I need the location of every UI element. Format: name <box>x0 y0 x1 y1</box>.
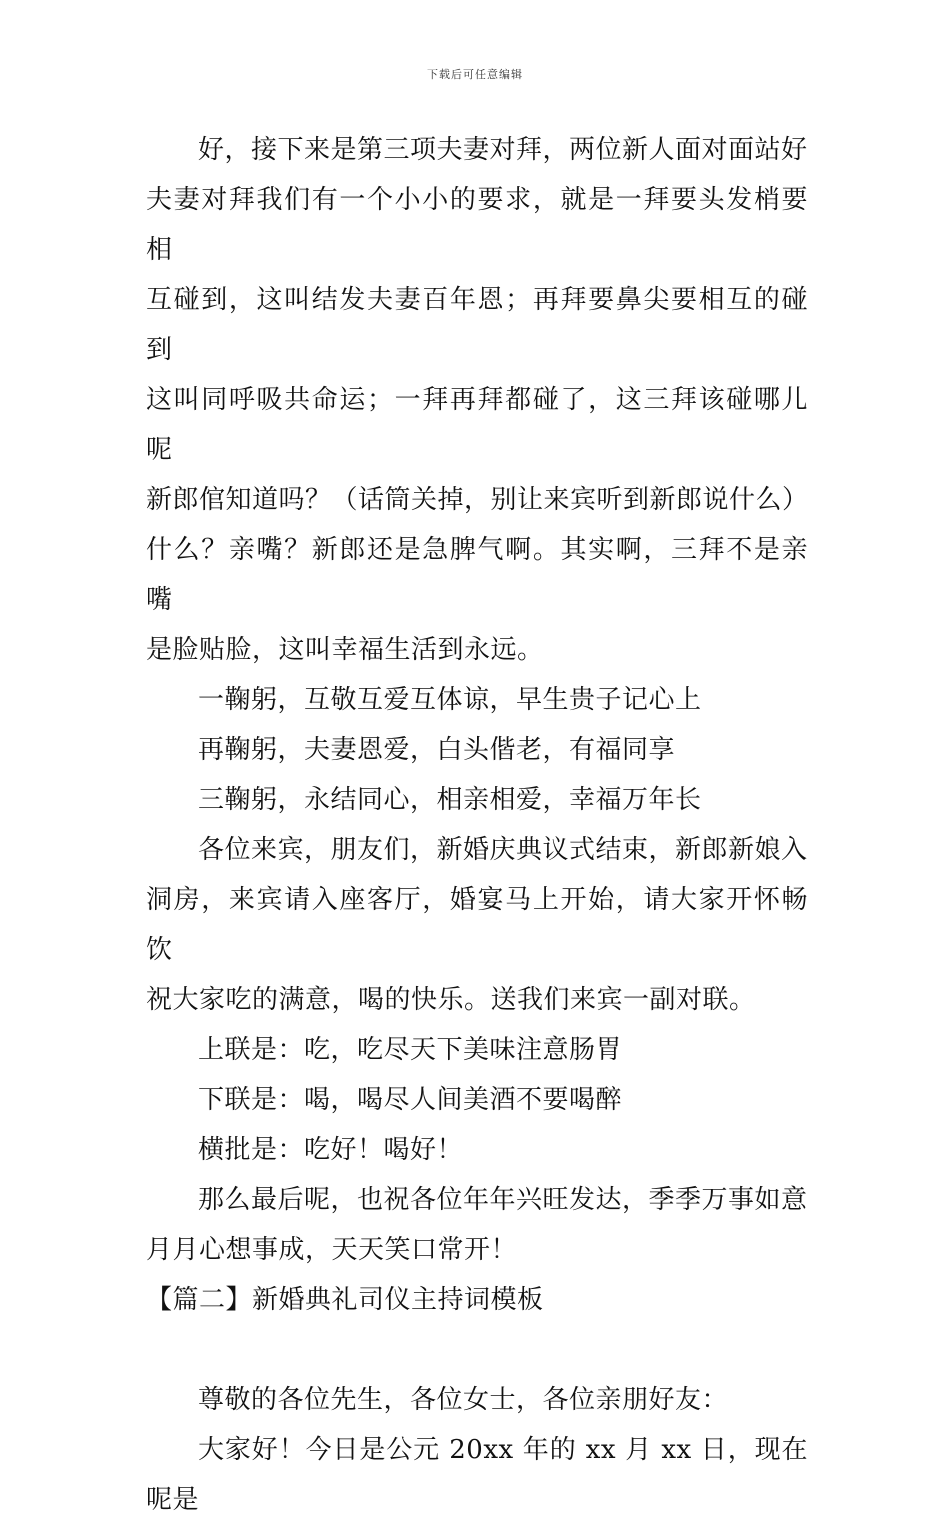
paragraph-line: 洞房，来宾请入座客厅，婚宴马上开始，请大家开怀畅饮 <box>146 885 808 965</box>
header-note: 下载后可任意编辑 <box>427 68 523 81</box>
paragraph-line: 月月心想事成，天天笑口常开！ <box>146 1235 518 1265</box>
couplet-upper: 上联是：吃，吃尽天下美味注意肠胃 <box>198 1035 623 1065</box>
bow-line-3: 三鞠躬，永结同心，相亲相爱，幸福万年长 <box>198 785 702 815</box>
bow-line-1: 一鞠躬，互敬互爱互体谅，早生贵子记心上 <box>198 685 702 715</box>
couplet-lower: 下联是：喝，喝尽人间美酒不要喝醉 <box>198 1085 623 1115</box>
paragraph-line: 那么最后呢，也祝各位年年兴旺发达，季季万事如意 <box>198 1185 808 1215</box>
opening-line: 大家好！今日是公元 20xx 年的 xx 月 xx 日，现在呢是 <box>146 1435 808 1515</box>
bow-line-2: 再鞠躬，夫妻恩爱，白头偕老，有福同享 <box>198 735 676 765</box>
paragraph-line: 新郎倌知道吗？（话筒关掉，别让来宾听到新郎说什么） <box>146 485 809 515</box>
paragraph-line: 什么？亲嘴？新郎还是急脾气啊。其实啊，三拜不是亲嘴 <box>146 535 808 615</box>
greeting-line: 尊敬的各位先生，各位女士，各位亲朋好友： <box>198 1385 729 1415</box>
paragraph-line: 互碰到，这叫结发夫妻百年恩；再拜要鼻尖要相互的碰到 <box>146 285 808 365</box>
paragraph-line: 是脸贴脸，这叫幸福生活到永远。 <box>146 635 544 665</box>
section-title: 【篇二】新婚典礼司仪主持词模板 <box>146 1285 544 1315</box>
document-body <box>146 125 808 1525</box>
paragraph-line: 各位来宾，朋友们，新婚庆典议式结束，新郎新娘入 <box>198 835 808 865</box>
paragraph-line: 夫妻对拜我们有一个小小的要求，就是一拜要头发梢要相 <box>146 185 808 265</box>
couplet-horizontal: 横批是：吃好！喝好！ <box>198 1135 464 1165</box>
paragraph-line: 祝大家吃的满意，喝的快乐。送我们来宾一副对联。 <box>146 985 756 1015</box>
paragraph-line: 好，接下来是第三项夫妻对拜，两位新人面对面站好 <box>198 135 808 165</box>
paragraph-line: 这叫同呼吸共命运；一拜再拜都碰了，这三拜该碰哪儿呢 <box>146 385 808 465</box>
blank-line <box>146 1325 808 1375</box>
